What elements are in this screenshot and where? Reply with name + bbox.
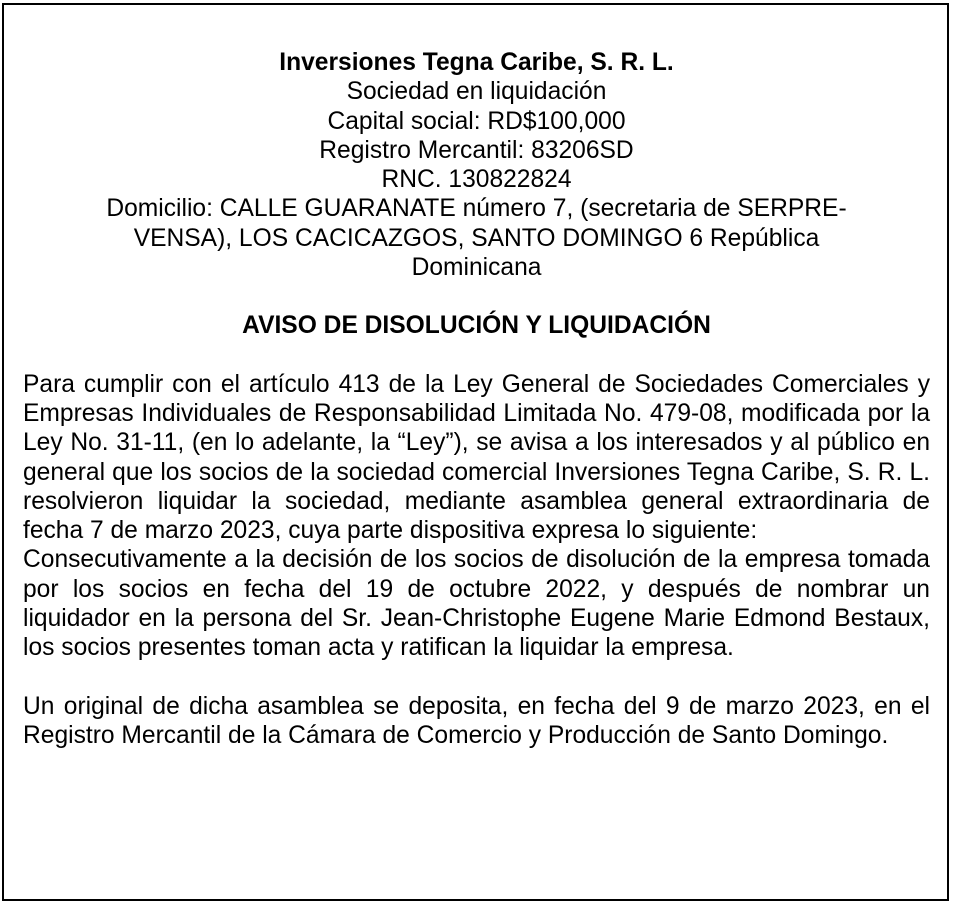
company-header	[23, 48, 930, 282]
company-registry: Registro Mercantil: 83206SD	[319, 136, 634, 164]
company-address-line3: Dominicana	[411, 254, 542, 282]
company-capital: Capital social: RD$100,000	[327, 107, 626, 135]
notice-content	[23, 48, 930, 750]
notice-paragraph-3: Un original de dicha asamblea se deposita, en fecha del 9 de marzo 2023, en el Registro Mercantil de la Cámara de Comercio y Producción de Santo Domingo.	[23, 692, 930, 749]
company-status: Sociedad en liquidación	[346, 78, 607, 106]
notice-paragraph-1: Para cumplir con el artículo 413 de la Ley General de Sociedades Comerciales y Empresas Individuales de Responsabilidad Limitada No. 479-08, modificada por la Ley No. 31-11, (en lo adelante, la “Ley”), se avisa a los interesados y al público en general que los socios de la sociedad comercial Inversiones Tegna Caribe, S. R. L. resolvieron liquidar la sociedad, mediante asamblea general extraordinaria de fecha 7 de marzo 2023, cuya parte dispositiva expresa lo siguiente:	[23, 370, 930, 545]
notice-title: AVISO DE DISOLUCIÓN Y LIQUIDACIÓN	[242, 312, 711, 340]
company-address-line1: Domicilio: CALLE GUARANATE número 7, (secretaria de SERPRE-	[106, 195, 847, 223]
notice-paragraph-2: Consecutivamente a la decisión de los socios de disolución de la empresa tomada por los socios en fecha del 19 de octubre 2022, y después de nombrar un liquidador en la persona del Sr. Jean-Christophe Eugene Marie Edmond Bestaux, los socios presentes toman acta y ratifican la liquidar la empresa.	[23, 546, 930, 662]
notice-body	[23, 370, 930, 751]
company-rnc: RNC. 130822824	[381, 166, 572, 194]
company-name: Inversiones Tegna Caribe, S. R. L.	[279, 49, 674, 76]
notice-frame	[2, 3, 949, 901]
company-address-line2: VENSA), LOS CACICAZGOS, SANTO DOMINGO 6 República	[133, 224, 820, 252]
